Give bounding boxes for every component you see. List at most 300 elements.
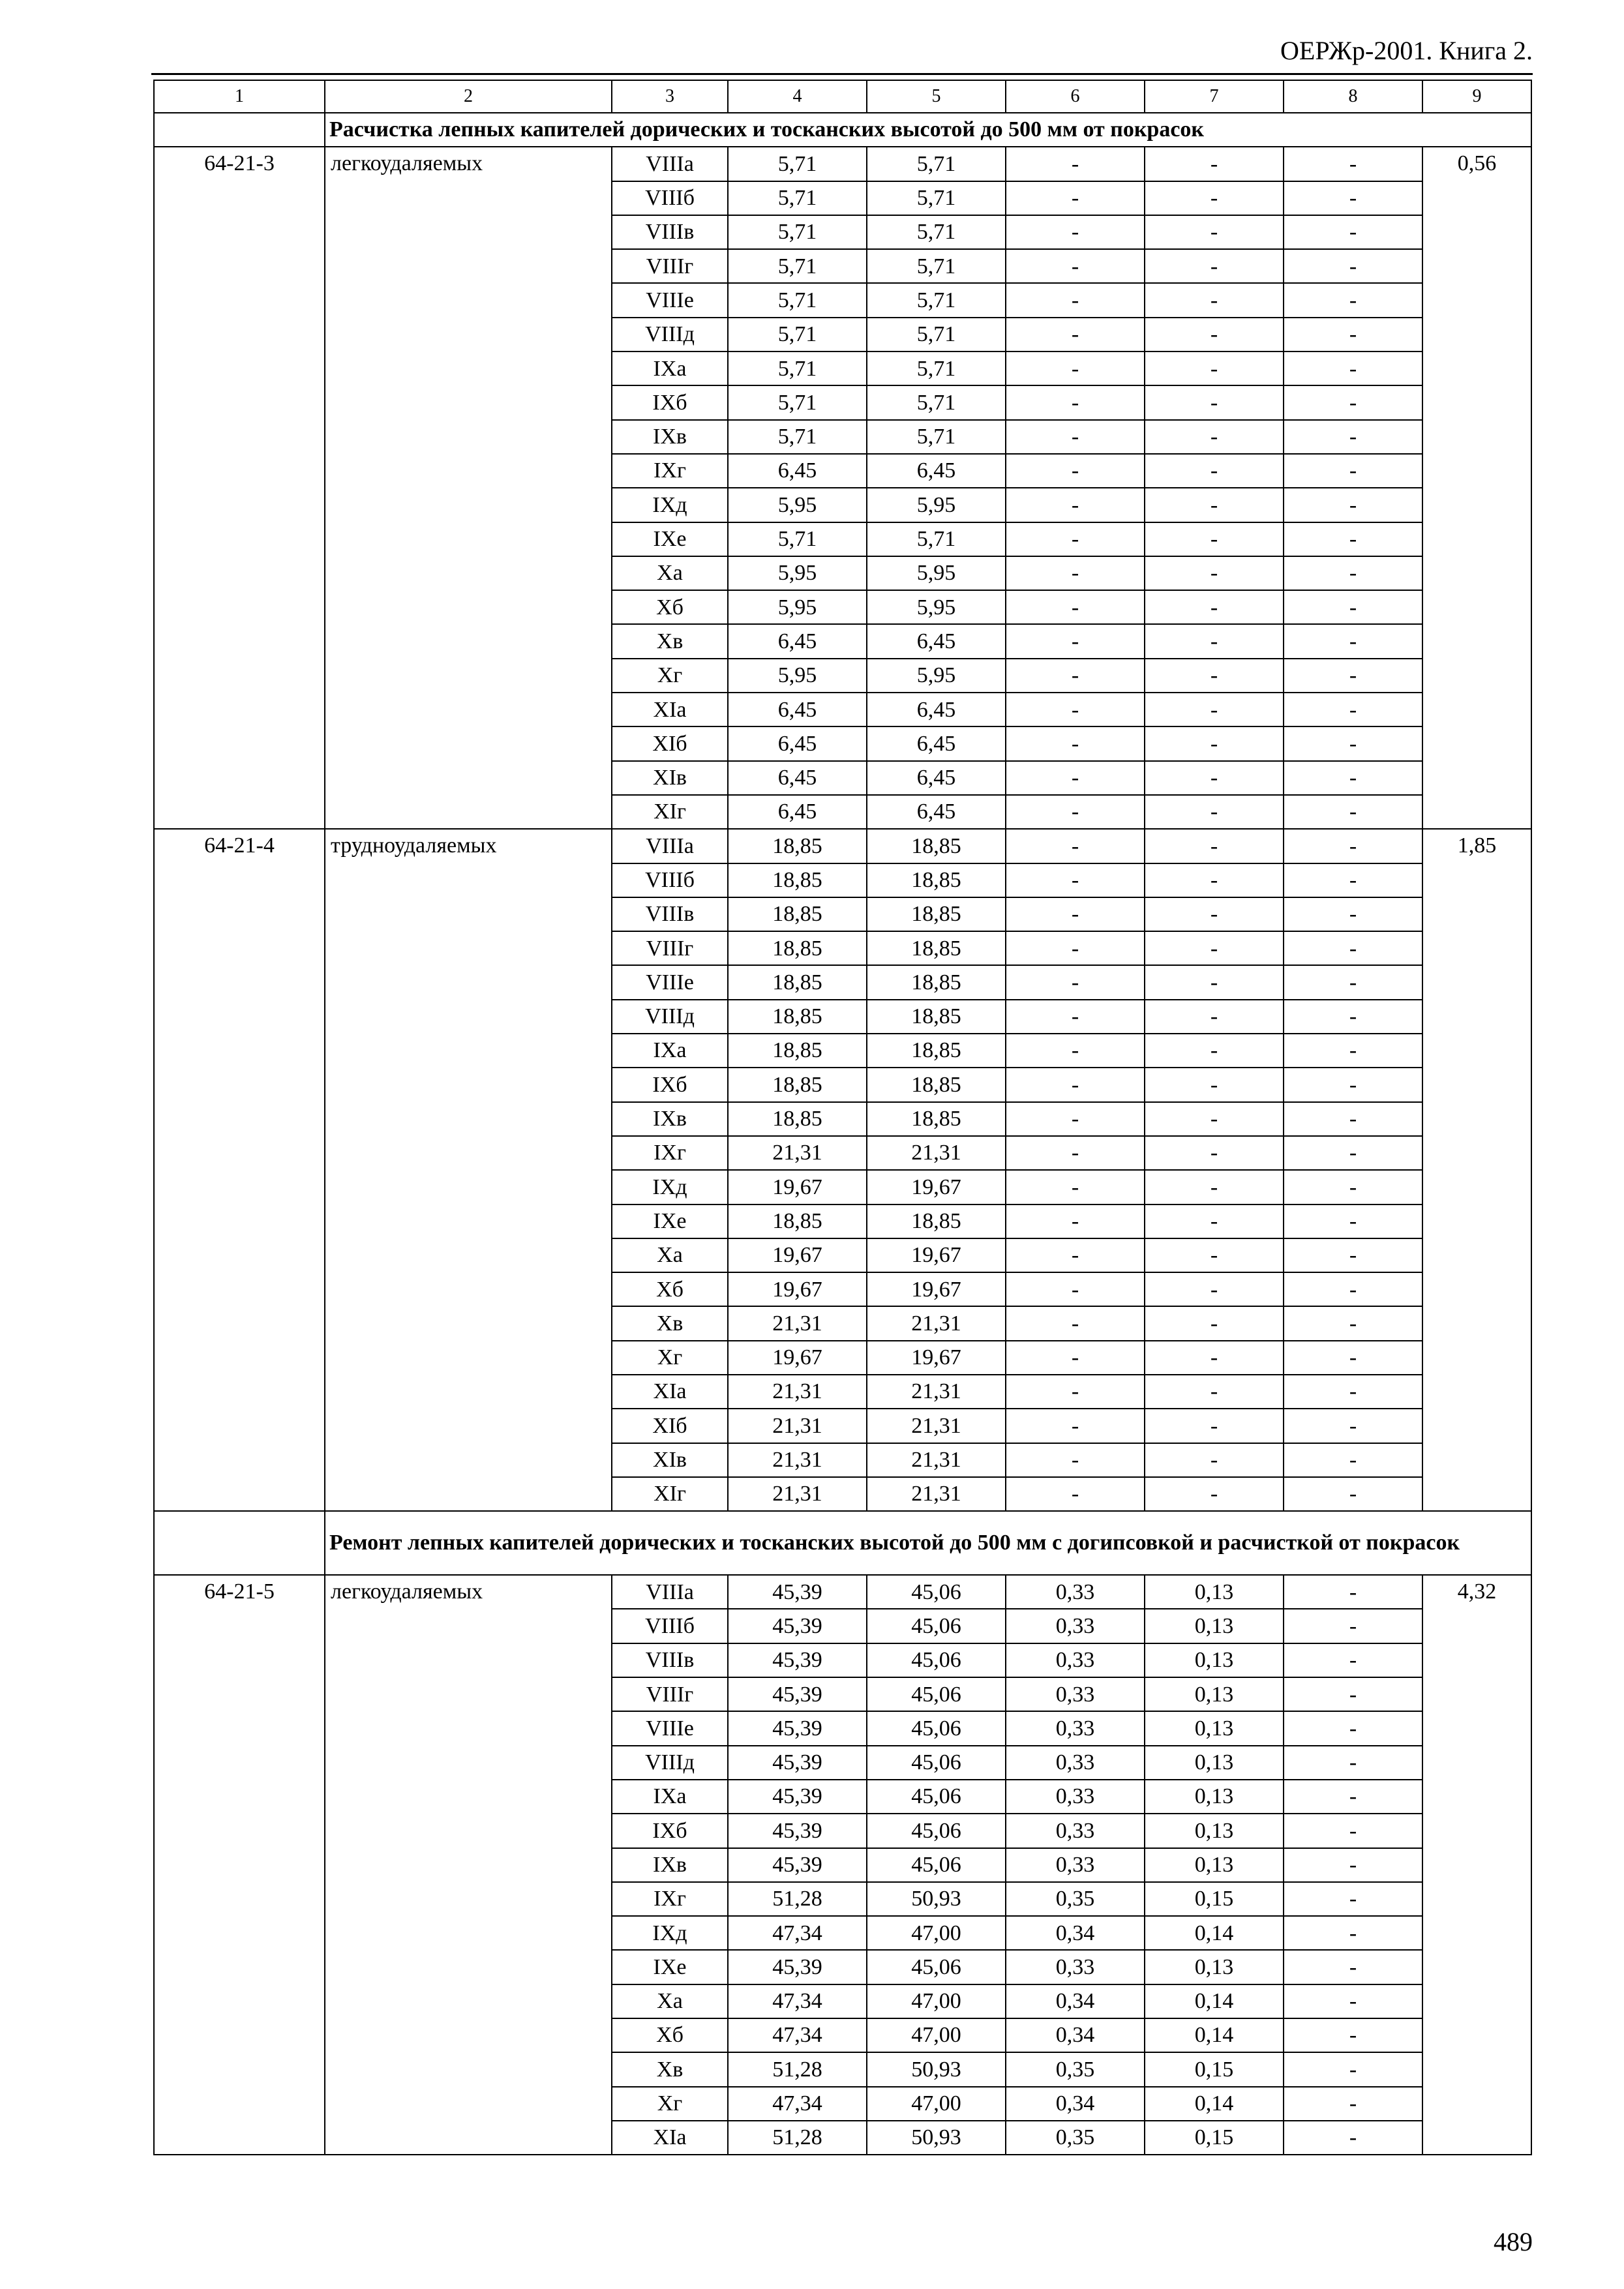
materials-cell: -: [1284, 1575, 1422, 1609]
materials-cell: -: [1284, 556, 1422, 590]
wages-cell: 47,00: [867, 1916, 1006, 1950]
machines-cell: -: [1006, 147, 1145, 181]
total-cost-cell: 6,45: [728, 454, 867, 488]
machines-cell: -: [1006, 1443, 1145, 1477]
grade-cell: IXд: [612, 488, 728, 522]
total-cost-cell: 51,28: [728, 1882, 867, 1916]
wages-cell: 6,45: [867, 454, 1006, 488]
wages-cell: 18,85: [867, 863, 1006, 897]
total-cost-cell: 6,45: [728, 795, 867, 829]
machinists-wages-cell: -: [1145, 897, 1284, 931]
total-cost-cell: 45,39: [728, 1746, 867, 1780]
wages-cell: 18,85: [867, 1000, 1006, 1034]
total-cost-cell: 47,34: [728, 2018, 867, 2052]
wages-cell: 18,85: [867, 1102, 1006, 1136]
total-cost-cell: 18,85: [728, 829, 867, 863]
wages-cell: 5,95: [867, 488, 1006, 522]
machinists-wages-cell: 0,13: [1145, 1575, 1284, 1609]
machines-cell: -: [1006, 863, 1145, 897]
total-cost-cell: 45,39: [728, 1950, 867, 1984]
grade-cell: Xв: [612, 2052, 728, 2086]
machinists-wages-cell: -: [1145, 1477, 1284, 1511]
machines-cell: -: [1006, 522, 1145, 556]
grade-cell: VIIIг: [612, 249, 728, 283]
machines-cell: 0,34: [1006, 1984, 1145, 2018]
materials-cell: -: [1284, 1477, 1422, 1511]
grade-cell: Xг: [612, 659, 728, 693]
total-cost-cell: 5,71: [728, 385, 867, 419]
materials-cell: -: [1284, 1034, 1422, 1068]
grade-cell: XIб: [612, 1409, 728, 1443]
machines-cell: -: [1006, 1034, 1145, 1068]
machines-cell: -: [1006, 1000, 1145, 1034]
materials-cell: -: [1284, 1306, 1422, 1340]
materials-cell: -: [1284, 147, 1422, 181]
machinists-wages-cell: -: [1145, 420, 1284, 454]
column-number: 5: [867, 80, 1006, 113]
column-number: 7: [1145, 80, 1284, 113]
wages-cell: 50,93: [867, 1882, 1006, 1916]
total-cost-cell: 5,71: [728, 181, 867, 215]
grade-cell: IXб: [612, 1068, 728, 1101]
materials-cell: -: [1284, 2087, 1422, 2121]
machines-cell: -: [1006, 1068, 1145, 1101]
machines-cell: -: [1006, 1341, 1145, 1375]
wages-cell: 6,45: [867, 693, 1006, 726]
wages-cell: 50,93: [867, 2052, 1006, 2086]
machinists-wages-cell: -: [1145, 318, 1284, 352]
materials-cell: -: [1284, 2052, 1422, 2086]
machinists-wages-cell: -: [1145, 726, 1284, 760]
wages-cell: 45,06: [867, 1575, 1006, 1609]
grade-cell: IXа: [612, 352, 728, 385]
total-cost-cell: 21,31: [728, 1136, 867, 1170]
machinists-wages-cell: -: [1145, 488, 1284, 522]
grade-cell: XIг: [612, 795, 728, 829]
wages-cell: 19,67: [867, 1170, 1006, 1204]
grade-cell: Xб: [612, 1272, 728, 1306]
materials-cell: -: [1284, 829, 1422, 863]
machinists-wages-cell: 0,13: [1145, 1780, 1284, 1814]
total-cost-cell: 45,39: [728, 1677, 867, 1711]
machines-cell: -: [1006, 1409, 1145, 1443]
wages-cell: 5,95: [867, 556, 1006, 590]
materials-cell: -: [1284, 318, 1422, 352]
total-cost-cell: 18,85: [728, 931, 867, 965]
machinists-wages-cell: 0,14: [1145, 1916, 1284, 1950]
total-cost-cell: 5,71: [728, 147, 867, 181]
wages-cell: 5,71: [867, 385, 1006, 419]
machines-cell: -: [1006, 1306, 1145, 1340]
materials-cell: -: [1284, 931, 1422, 965]
grade-cell: Xа: [612, 1238, 728, 1272]
norm-code-cell: 64-21-3: [154, 147, 325, 829]
total-cost-cell: 18,85: [728, 897, 867, 931]
materials-cell: -: [1284, 2018, 1422, 2052]
materials-cell: -: [1284, 249, 1422, 283]
wages-cell: 5,71: [867, 352, 1006, 385]
wages-cell: 18,85: [867, 965, 1006, 999]
section-title-row: [154, 113, 1531, 147]
materials-cell: -: [1284, 1916, 1422, 1950]
machinists-wages-cell: -: [1145, 863, 1284, 897]
machinists-wages-cell: -: [1145, 1204, 1284, 1238]
machinists-wages-cell: -: [1145, 181, 1284, 215]
machinists-wages-cell: -: [1145, 965, 1284, 999]
section-title: Ремонт лепных капителей дорических и тосканских высотой до 500 мм с догипсовкой и расчисткой от покрасок: [325, 1511, 1531, 1575]
machines-cell: -: [1006, 1204, 1145, 1238]
grade-cell: VIIIа: [612, 829, 728, 863]
wages-cell: 5,71: [867, 249, 1006, 283]
grade-cell: Xг: [612, 1341, 728, 1375]
total-cost-cell: 21,31: [728, 1375, 867, 1409]
materials-cell: -: [1284, 965, 1422, 999]
machinists-wages-cell: -: [1145, 1443, 1284, 1477]
coefficient-cell: 0,56: [1422, 147, 1531, 829]
machines-cell: -: [1006, 318, 1145, 352]
total-cost-cell: 6,45: [728, 726, 867, 760]
wages-cell: 47,00: [867, 1984, 1006, 2018]
machinists-wages-cell: 0,13: [1145, 1609, 1284, 1643]
materials-cell: -: [1284, 488, 1422, 522]
materials-cell: -: [1284, 1341, 1422, 1375]
grade-cell: XIг: [612, 1477, 728, 1511]
wages-cell: 21,31: [867, 1409, 1006, 1443]
grade-cell: VIIIв: [612, 897, 728, 931]
total-cost-cell: 5,71: [728, 318, 867, 352]
wages-cell: 5,95: [867, 659, 1006, 693]
wages-cell: 18,85: [867, 1068, 1006, 1101]
machinists-wages-cell: -: [1145, 1034, 1284, 1068]
materials-cell: -: [1284, 1848, 1422, 1882]
machinists-wages-cell: -: [1145, 590, 1284, 624]
machinists-wages-cell: -: [1145, 249, 1284, 283]
materials-cell: -: [1284, 761, 1422, 795]
norm-code-cell: 64-21-5: [154, 1575, 325, 2155]
machines-cell: 0,33: [1006, 1677, 1145, 1711]
grade-cell: IXд: [612, 1916, 728, 1950]
machinists-wages-cell: 0,13: [1145, 1711, 1284, 1745]
total-cost-cell: 47,34: [728, 1916, 867, 1950]
column-number: 9: [1422, 80, 1531, 113]
section-title-spacer: [154, 1511, 325, 1575]
machines-cell: -: [1006, 1375, 1145, 1409]
machines-cell: -: [1006, 454, 1145, 488]
total-cost-cell: 18,85: [728, 1102, 867, 1136]
machines-cell: -: [1006, 1272, 1145, 1306]
grade-cell: Xв: [612, 1306, 728, 1340]
section-title-row: [154, 1511, 1531, 1575]
grade-cell: IXб: [612, 385, 728, 419]
wages-cell: 6,45: [867, 761, 1006, 795]
materials-cell: -: [1284, 2121, 1422, 2155]
wages-cell: 5,95: [867, 590, 1006, 624]
wages-cell: 21,31: [867, 1443, 1006, 1477]
total-cost-cell: 18,85: [728, 1034, 867, 1068]
materials-cell: -: [1284, 1814, 1422, 1848]
total-cost-cell: 5,95: [728, 556, 867, 590]
machinists-wages-cell: -: [1145, 829, 1284, 863]
grade-cell: Xг: [612, 2087, 728, 2121]
materials-cell: -: [1284, 454, 1422, 488]
grade-cell: IXа: [612, 1034, 728, 1068]
column-number: 4: [728, 80, 867, 113]
grade-cell: VIIIе: [612, 1711, 728, 1745]
grade-cell: Xб: [612, 2018, 728, 2052]
materials-cell: -: [1284, 1780, 1422, 1814]
grade-cell: IXб: [612, 1814, 728, 1848]
total-cost-cell: 21,31: [728, 1409, 867, 1443]
column-number: 1: [154, 80, 325, 113]
materials-cell: -: [1284, 1950, 1422, 1984]
grade-cell: VIIIв: [612, 215, 728, 249]
machines-cell: -: [1006, 181, 1145, 215]
machines-cell: -: [1006, 965, 1145, 999]
machinists-wages-cell: -: [1145, 283, 1284, 317]
total-cost-cell: 51,28: [728, 2052, 867, 2086]
materials-cell: -: [1284, 1409, 1422, 1443]
machines-cell: 0,33: [1006, 1780, 1145, 1814]
machinists-wages-cell: 0,14: [1145, 2087, 1284, 2121]
wages-cell: 45,06: [867, 1677, 1006, 1711]
materials-cell: -: [1284, 795, 1422, 829]
machines-cell: 0,33: [1006, 1746, 1145, 1780]
table-row: [154, 1575, 1531, 1609]
total-cost-cell: 6,45: [728, 624, 867, 658]
grade-cell: XIб: [612, 726, 728, 760]
wages-cell: 18,85: [867, 1034, 1006, 1068]
materials-cell: -: [1284, 1238, 1422, 1272]
wages-cell: 45,06: [867, 1643, 1006, 1677]
wages-cell: 19,67: [867, 1272, 1006, 1306]
work-name-cell: трудноудаляемых: [325, 829, 612, 1511]
machinists-wages-cell: 0,13: [1145, 1677, 1284, 1711]
materials-cell: -: [1284, 215, 1422, 249]
machines-cell: -: [1006, 488, 1145, 522]
grade-cell: IXг: [612, 454, 728, 488]
machinists-wages-cell: -: [1145, 385, 1284, 419]
grade-cell: Xв: [612, 624, 728, 658]
machinists-wages-cell: 0,14: [1145, 1984, 1284, 2018]
materials-cell: -: [1284, 1643, 1422, 1677]
total-cost-cell: 47,34: [728, 1984, 867, 2018]
machines-cell: -: [1006, 1238, 1145, 1272]
machinists-wages-cell: -: [1145, 795, 1284, 829]
machinists-wages-cell: -: [1145, 659, 1284, 693]
machinists-wages-cell: -: [1145, 352, 1284, 385]
grade-cell: VIIIг: [612, 931, 728, 965]
total-cost-cell: 47,34: [728, 2087, 867, 2121]
wages-cell: 6,45: [867, 795, 1006, 829]
wages-cell: 21,31: [867, 1477, 1006, 1511]
materials-cell: -: [1284, 1170, 1422, 1204]
machines-cell: 0,33: [1006, 1848, 1145, 1882]
total-cost-cell: 19,67: [728, 1341, 867, 1375]
column-number-row: [154, 80, 1531, 113]
wages-cell: 5,71: [867, 420, 1006, 454]
wages-cell: 18,85: [867, 1204, 1006, 1238]
total-cost-cell: 19,67: [728, 1238, 867, 1272]
materials-cell: -: [1284, 385, 1422, 419]
total-cost-cell: 5,71: [728, 420, 867, 454]
machines-cell: 0,35: [1006, 1882, 1145, 1916]
total-cost-cell: 5,71: [728, 215, 867, 249]
machinists-wages-cell: 0,15: [1145, 2052, 1284, 2086]
column-number: 8: [1284, 80, 1422, 113]
machinists-wages-cell: 0,13: [1145, 1643, 1284, 1677]
table-body: [154, 80, 1531, 2155]
machinists-wages-cell: 0,14: [1145, 2018, 1284, 2052]
grade-cell: IXе: [612, 1204, 728, 1238]
total-cost-cell: 18,85: [728, 1204, 867, 1238]
wages-cell: 5,71: [867, 522, 1006, 556]
materials-cell: -: [1284, 624, 1422, 658]
machines-cell: -: [1006, 352, 1145, 385]
machines-cell: -: [1006, 897, 1145, 931]
wages-cell: 21,31: [867, 1306, 1006, 1340]
machines-cell: 0,33: [1006, 1575, 1145, 1609]
machines-cell: 0,33: [1006, 1711, 1145, 1745]
materials-cell: -: [1284, 1375, 1422, 1409]
machinists-wages-cell: -: [1145, 1409, 1284, 1443]
grade-cell: VIIIа: [612, 147, 728, 181]
materials-cell: -: [1284, 352, 1422, 385]
materials-cell: -: [1284, 1136, 1422, 1170]
machines-cell: -: [1006, 385, 1145, 419]
machinists-wages-cell: -: [1145, 215, 1284, 249]
wages-cell: 5,71: [867, 318, 1006, 352]
materials-cell: -: [1284, 420, 1422, 454]
machines-cell: 0,33: [1006, 1609, 1145, 1643]
section-title-spacer: [154, 113, 325, 147]
machinists-wages-cell: -: [1145, 1375, 1284, 1409]
materials-cell: -: [1284, 1068, 1422, 1101]
machines-cell: -: [1006, 556, 1145, 590]
grade-cell: Xа: [612, 556, 728, 590]
materials-cell: -: [1284, 283, 1422, 317]
materials-cell: -: [1284, 1984, 1422, 2018]
machinists-wages-cell: 0,13: [1145, 1848, 1284, 1882]
materials-cell: -: [1284, 1272, 1422, 1306]
machinists-wages-cell: -: [1145, 1306, 1284, 1340]
total-cost-cell: 45,39: [728, 1848, 867, 1882]
total-cost-cell: 45,39: [728, 1575, 867, 1609]
machines-cell: 0,34: [1006, 2087, 1145, 2121]
total-cost-cell: 21,31: [728, 1477, 867, 1511]
grade-cell: XIа: [612, 1375, 728, 1409]
wages-cell: 18,85: [867, 931, 1006, 965]
materials-cell: -: [1284, 1746, 1422, 1780]
grade-cell: IXг: [612, 1882, 728, 1916]
materials-cell: -: [1284, 1609, 1422, 1643]
machinists-wages-cell: 0,13: [1145, 1746, 1284, 1780]
wages-cell: 45,06: [867, 1814, 1006, 1848]
wages-cell: 21,31: [867, 1136, 1006, 1170]
machines-cell: 0,34: [1006, 2018, 1145, 2052]
section-title: Расчистка лепных капителей дорических и тосканских высотой до 500 мм от покрасок: [325, 113, 1531, 147]
wages-cell: 45,06: [867, 1848, 1006, 1882]
machines-cell: -: [1006, 1136, 1145, 1170]
wages-cell: 21,31: [867, 1375, 1006, 1409]
materials-cell: -: [1284, 522, 1422, 556]
wages-cell: 19,67: [867, 1238, 1006, 1272]
machinists-wages-cell: -: [1145, 1068, 1284, 1101]
machinists-wages-cell: 0,13: [1145, 1814, 1284, 1848]
coefficient-cell: 4,32: [1422, 1575, 1531, 2155]
grade-cell: VIIIб: [612, 1609, 728, 1643]
wages-cell: 18,85: [867, 829, 1006, 863]
machines-cell: 0,33: [1006, 1814, 1145, 1848]
machines-cell: -: [1006, 420, 1145, 454]
machinists-wages-cell: -: [1145, 761, 1284, 795]
total-cost-cell: 5,95: [728, 590, 867, 624]
grade-cell: VIIIг: [612, 1677, 728, 1711]
wages-cell: 45,06: [867, 1950, 1006, 1984]
machines-cell: 0,35: [1006, 2052, 1145, 2086]
total-cost-cell: 6,45: [728, 761, 867, 795]
machines-cell: -: [1006, 283, 1145, 317]
machines-cell: -: [1006, 931, 1145, 965]
machines-cell: 0,35: [1006, 2121, 1145, 2155]
machines-cell: 0,34: [1006, 1916, 1145, 1950]
grade-cell: IXг: [612, 1136, 728, 1170]
grade-cell: VIIIв: [612, 1643, 728, 1677]
document-header-title: ОЕРЖр-2001. Книга 2.: [1280, 36, 1533, 65]
machinists-wages-cell: -: [1145, 522, 1284, 556]
norms-table: [153, 80, 1532, 2155]
total-cost-cell: 19,67: [728, 1272, 867, 1306]
wages-cell: 5,71: [867, 181, 1006, 215]
grade-cell: IXе: [612, 1950, 728, 1984]
wages-cell: 19,67: [867, 1341, 1006, 1375]
machinists-wages-cell: 0,15: [1145, 1882, 1284, 1916]
machines-cell: -: [1006, 795, 1145, 829]
materials-cell: -: [1284, 659, 1422, 693]
wages-cell: 45,06: [867, 1746, 1006, 1780]
wages-cell: 5,71: [867, 147, 1006, 181]
machinists-wages-cell: -: [1145, 1341, 1284, 1375]
machinists-wages-cell: 0,15: [1145, 2121, 1284, 2155]
materials-cell: -: [1284, 1102, 1422, 1136]
grade-cell: VIIIа: [612, 1575, 728, 1609]
grade-cell: IXа: [612, 1780, 728, 1814]
machinists-wages-cell: -: [1145, 931, 1284, 965]
grade-cell: Xб: [612, 590, 728, 624]
column-number: 6: [1006, 80, 1145, 113]
wages-cell: 47,00: [867, 2018, 1006, 2052]
total-cost-cell: 45,39: [728, 1609, 867, 1643]
machines-cell: -: [1006, 726, 1145, 760]
total-cost-cell: 5,71: [728, 522, 867, 556]
machines-cell: -: [1006, 829, 1145, 863]
total-cost-cell: 5,95: [728, 659, 867, 693]
grade-cell: IXв: [612, 420, 728, 454]
wages-cell: 5,71: [867, 283, 1006, 317]
wages-cell: 45,06: [867, 1711, 1006, 1745]
machinists-wages-cell: -: [1145, 1000, 1284, 1034]
materials-cell: -: [1284, 1000, 1422, 1034]
page-number: 489: [1494, 2227, 1533, 2256]
grade-cell: VIIIе: [612, 283, 728, 317]
total-cost-cell: 45,39: [728, 1780, 867, 1814]
machines-cell: -: [1006, 590, 1145, 624]
grade-cell: XIв: [612, 1443, 728, 1477]
machinists-wages-cell: -: [1145, 1102, 1284, 1136]
total-cost-cell: 5,71: [728, 249, 867, 283]
total-cost-cell: 5,71: [728, 283, 867, 317]
wages-cell: 6,45: [867, 624, 1006, 658]
materials-cell: -: [1284, 590, 1422, 624]
